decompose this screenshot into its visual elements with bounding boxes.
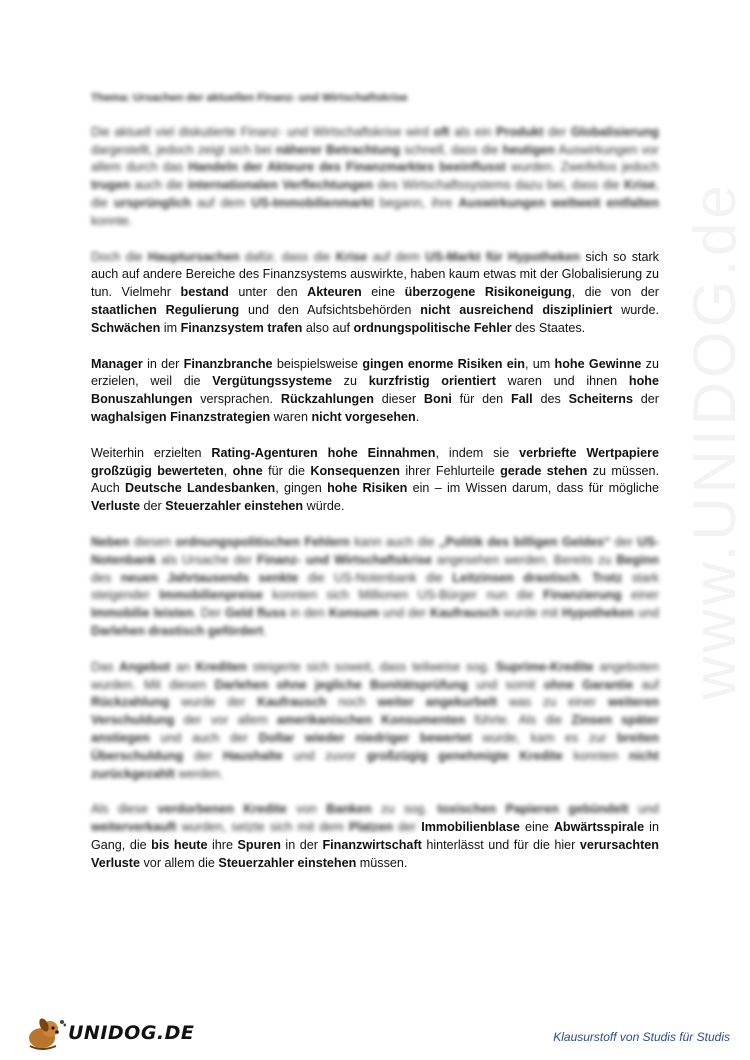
text-segment: konnten sich Millionen US-Bürger nun die xyxy=(262,588,544,603)
bold-text: Haushalte xyxy=(222,748,284,763)
bold-text: Steuerzahler einstehen xyxy=(165,499,304,514)
text-segment: also auf xyxy=(302,320,354,335)
text-segment: beispielsweise xyxy=(272,356,363,371)
document-title: Thema: Ursachen der aktuellen Finanz- und Wirtschaftskrise xyxy=(91,92,408,104)
paragraph xyxy=(91,356,659,427)
bold-text: Hauptursachen xyxy=(147,249,240,264)
bold-text: ordnungspolitischen Fehlern xyxy=(175,534,350,549)
text-segment: . xyxy=(579,570,593,585)
text-segment: Weiterhin erzielten xyxy=(91,445,212,460)
text-segment: eine xyxy=(519,820,554,835)
watermark: www.UNIDOG.de xyxy=(681,181,748,700)
text-segment: wurde der xyxy=(169,695,258,710)
text-segment: , um xyxy=(524,356,555,371)
unidog-logo xyxy=(22,1016,195,1052)
text-segment: von xyxy=(286,802,327,817)
text-segment: angeboten wurden. Mit diesen xyxy=(91,659,659,692)
text-segment: zu müssen. Auch xyxy=(91,463,660,496)
document-body xyxy=(91,90,659,890)
text-segment: wurden. Zweifellos jedoch xyxy=(505,160,659,175)
footer-slogan: Klausurstoff von Studis für Studis xyxy=(553,1030,730,1044)
bold-text: US-Notenbank xyxy=(91,534,659,567)
text-segment: und der xyxy=(379,606,431,621)
bold-text: toxischen Papieren gebündelt xyxy=(437,802,629,817)
text-segment: und auch der xyxy=(149,730,259,745)
bold-text: Beginn xyxy=(616,552,659,567)
bold-text: Immobilienblase xyxy=(421,820,520,835)
text-segment: kann auch die xyxy=(349,534,439,549)
text-segment: wurde. xyxy=(612,302,659,317)
text-segment: und den Aufsichtsbehörden xyxy=(239,302,421,317)
bold-text: Krise xyxy=(335,249,368,264)
bold-text: Darlehen ohne jegliche Bonitätsprüfung xyxy=(214,677,468,692)
bold-text: Darlehen drastisch gefördert xyxy=(91,623,264,638)
bold-text: nicht ausreichend diszipliniert xyxy=(420,302,613,317)
text-segment: schnell, dass die xyxy=(400,142,503,157)
paragraphs xyxy=(91,124,659,873)
bold-text: Globalisierung xyxy=(570,124,659,139)
bold-text: oft xyxy=(433,124,450,139)
text-segment: der xyxy=(392,820,422,835)
text-segment: ein – im Wissen darum, dass für mögliche xyxy=(407,481,659,496)
bold-text: bestand xyxy=(180,285,229,300)
text-segment: müssen. xyxy=(356,855,408,870)
bold-text: Manager xyxy=(91,356,143,371)
text-segment: und zuvor xyxy=(283,748,367,763)
text-segment: der xyxy=(140,499,166,514)
bold-text: Immobilienpreise xyxy=(159,588,263,603)
text-segment: der xyxy=(632,392,659,407)
bold-text: hohe Gewinne xyxy=(554,356,642,371)
bold-text: Dollar wieder niedriger bewertet xyxy=(258,730,472,745)
paragraph xyxy=(91,534,659,641)
text-segment: des Wirtschaftssystems dazu bei, dass die xyxy=(373,178,624,193)
text-segment: waren und ihnen xyxy=(495,374,629,389)
bold-text: nicht vorgesehen xyxy=(311,409,416,424)
paragraph xyxy=(91,659,659,784)
text-segment: in der xyxy=(142,356,184,371)
bold-text: verdorbenen Kredite xyxy=(157,802,287,817)
bold-text: Neben xyxy=(91,534,130,549)
bold-text: Platzen xyxy=(348,820,393,835)
bold-text: breiten Überschuldung xyxy=(91,730,659,763)
bold-text: Trotz xyxy=(592,570,623,585)
bold-text: verbriefte Wertpapiere großzügig bewerteten xyxy=(91,445,660,478)
text-segment: zu sog. xyxy=(371,802,438,817)
bold-text: Deutsche Landesbanken xyxy=(125,481,276,496)
text-segment: und xyxy=(628,802,659,817)
text-segment: eine xyxy=(361,285,405,300)
bold-text: Produkt xyxy=(496,124,544,139)
text-segment: des Staates. xyxy=(511,320,586,335)
text-segment: wurde mit xyxy=(499,606,563,621)
text-segment: dieser xyxy=(373,392,424,407)
bold-text: Fall xyxy=(510,392,533,407)
text-segment: was zu einer xyxy=(497,695,608,710)
bold-text: waghalsigen Finanzstrategien xyxy=(91,409,271,424)
text-segment: an xyxy=(170,659,196,674)
bold-text: Finanzsystem trafen xyxy=(180,320,303,335)
text-segment: . xyxy=(415,409,420,424)
paragraph xyxy=(91,801,659,872)
text-segment: als Ursache der xyxy=(156,552,258,567)
bold-text: Spuren xyxy=(237,837,281,852)
paragraph xyxy=(91,124,659,231)
bold-text: Steuerzahler einstehen xyxy=(218,855,357,870)
text-segment: und xyxy=(634,606,660,621)
text-segment: des xyxy=(532,392,569,407)
text-segment: in den xyxy=(286,606,329,621)
text-segment: der vor allem xyxy=(174,713,277,728)
text-segment: einer xyxy=(621,588,659,603)
bold-text: staatlichen Regulierung xyxy=(91,302,240,317)
text-segment: ihrer Fehlurteile xyxy=(399,463,501,478)
text-segment: versprachen. xyxy=(192,392,281,407)
text-segment: diesen xyxy=(129,534,176,549)
bold-text: Vergütungssysteme xyxy=(212,374,332,389)
text-segment: unter den xyxy=(228,285,308,300)
text-segment: Doch die xyxy=(91,249,148,264)
bold-text: US-Markt für Hypotheken xyxy=(425,249,581,264)
text-segment: als ein xyxy=(449,124,497,139)
bold-text: Kaufrausch xyxy=(257,695,327,710)
text-segment: in Gang, die xyxy=(91,820,659,852)
bold-text: Krediten xyxy=(195,659,247,674)
text-segment: dafür, dass die xyxy=(239,249,336,264)
bold-text: trugen xyxy=(91,178,131,193)
bold-text: nicht zurückgezahlt xyxy=(91,748,659,781)
bold-text: weiterverkauft xyxy=(91,820,177,835)
bold-text: Rating-Agenturen hohe Einnahmen xyxy=(211,445,436,460)
text-segment: die US-Notenbank die xyxy=(298,570,453,585)
text-segment: auf dem xyxy=(190,195,252,210)
text-segment: dargestellt, jedoch zeigt sich bei xyxy=(91,142,276,157)
bold-text: Akteuren xyxy=(307,285,362,300)
bold-text: Rückzahlung xyxy=(91,695,170,710)
bold-text: weiter angekurbelt xyxy=(377,695,498,710)
bold-text: bis heute xyxy=(151,837,208,852)
text-segment: Die aktuell viel diskutierte Finanz- und Wirtschaftskrise wird xyxy=(91,124,434,139)
text-segment: werden. xyxy=(174,766,224,781)
text-segment: , indem sie xyxy=(435,445,520,460)
text-segment: wurden, setzte sich mit dem xyxy=(176,820,349,835)
bold-text: gerade stehen xyxy=(500,463,588,478)
bold-text: Konsum xyxy=(328,606,380,621)
bold-text: US-Immobilienmarkt xyxy=(251,195,374,210)
text-segment: auf xyxy=(633,677,659,692)
text-segment: im xyxy=(160,320,181,335)
text-segment: Das xyxy=(91,659,120,674)
text-segment: , xyxy=(223,463,233,478)
bold-text: Schwächen xyxy=(91,320,161,335)
text-segment: noch xyxy=(326,695,378,710)
bold-text: Zinsen später anstiegen xyxy=(91,713,659,745)
text-segment: der xyxy=(610,534,638,549)
paragraph xyxy=(91,445,659,516)
dog-mascot-icon xyxy=(22,1016,66,1052)
bold-text: kurzfristig orientiert xyxy=(368,374,496,389)
bold-text: Finanzwirtschaft xyxy=(322,837,422,852)
bold-text: Leitzinsen drastisch xyxy=(452,570,580,585)
bold-text: Finanzierung xyxy=(543,588,622,603)
text-segment: zu erzielen, weil die xyxy=(91,356,659,389)
bold-text: Handeln der Akteure des Finanzmarktes beeinflusst xyxy=(188,160,506,175)
text-segment: konnte. xyxy=(91,213,133,228)
bold-text: „Politik des billigen Geldes“ xyxy=(438,534,611,549)
bold-text: weiteren Verschuldung xyxy=(91,695,660,728)
text-segment: hinterlässt und für die hier xyxy=(421,837,580,852)
text-segment: angesehen werden. Bereits zu xyxy=(431,552,617,567)
text-segment: wurde, kam es zur xyxy=(471,730,617,745)
text-segment: des xyxy=(91,570,121,585)
bold-text: Finanz- und Wirtschaftskrise xyxy=(257,552,432,567)
bold-text: überzogene Risikoneigung xyxy=(404,285,572,300)
text-segment: konnten xyxy=(562,748,629,763)
bold-text: Suprime-Kredite xyxy=(495,659,594,674)
text-segment: stark steigender xyxy=(91,570,659,603)
text-segment: waren xyxy=(270,409,312,424)
bold-text: Scheiterns xyxy=(568,392,633,407)
text-segment: , die von der xyxy=(571,285,660,300)
logo-text: UNIDOG.DE xyxy=(68,1022,195,1044)
bold-text: ordnungspolitische Fehler xyxy=(353,320,512,335)
bold-text: Verluste xyxy=(91,499,141,514)
bold-text: ohne xyxy=(232,463,263,478)
bold-text: Hypotheken xyxy=(562,606,635,621)
bold-text: Finanzbranche xyxy=(183,356,273,371)
text-segment: . Der xyxy=(193,606,226,621)
text-segment: vor allem die xyxy=(140,855,219,870)
bold-text: Banken xyxy=(326,802,372,817)
bold-text: großzügig genehmigte Kredite xyxy=(366,748,563,763)
text-segment: , die xyxy=(91,178,659,210)
text-segment: Als diese xyxy=(91,802,158,817)
bold-text: amerikanischen Konsumenten xyxy=(276,713,466,728)
text-segment: sich so stark auch auf andere Bereiche des Finanzsystems auswirkte, haben kaum etwas mit der Globalisierung zu tun. Vielmehr xyxy=(91,249,659,300)
bold-text: gingen enorme Risiken ein xyxy=(362,356,525,371)
bold-text: Auswirkungen weltweit entfalten xyxy=(458,195,659,210)
bold-text: heutigen xyxy=(502,142,555,157)
bold-text: Angebot xyxy=(119,659,171,674)
text-segment: der xyxy=(183,748,223,763)
paragraph xyxy=(91,249,659,338)
bold-text: Boni xyxy=(423,392,452,407)
text-segment: würde. xyxy=(303,499,345,514)
bold-text: ursprünglich xyxy=(113,195,191,210)
bold-text: näherer Betrachtung xyxy=(275,142,401,157)
text-segment: begann, ihre xyxy=(373,195,459,210)
text-segment: . xyxy=(263,623,267,638)
text-segment: zu xyxy=(331,374,369,389)
bold-text: Abwärtsspirale xyxy=(553,820,645,835)
text-segment: für den xyxy=(451,392,511,407)
text-segment: der xyxy=(543,124,571,139)
bold-text: Kaufrausch xyxy=(430,606,500,621)
bold-text: hohe Risiken xyxy=(327,481,408,496)
bold-text: Konsequenzen xyxy=(310,463,400,478)
text-segment: Auswirkungen vor allem durch das xyxy=(91,142,660,175)
text-segment: für die xyxy=(262,463,311,478)
bold-text: Immobilie leisten xyxy=(91,606,194,621)
text-segment: in der xyxy=(280,837,323,852)
bold-text: verursachten Verluste xyxy=(91,837,659,870)
text-segment: , gingen xyxy=(275,481,328,496)
bold-text: neuen Jahrtausends senkte xyxy=(120,570,299,585)
text-segment: führte. Als die xyxy=(465,713,572,728)
bold-text: ohne Garantie xyxy=(543,677,634,692)
text-segment: auch die xyxy=(130,178,188,193)
text-segment: und somit xyxy=(467,677,544,692)
bold-text: internationalen Verflechtungen xyxy=(187,178,374,193)
bold-text: hohe Bonuszahlungen xyxy=(91,374,659,407)
text-segment: steigerte sich soweit, dass teilweise sog. xyxy=(246,659,496,674)
text-segment: auf dem xyxy=(367,249,426,264)
bold-text: Krise xyxy=(623,178,656,193)
text-segment: ihre xyxy=(207,837,238,852)
bold-text: Rückzahlungen xyxy=(280,392,374,407)
bold-text: Geld fluss xyxy=(225,606,287,621)
